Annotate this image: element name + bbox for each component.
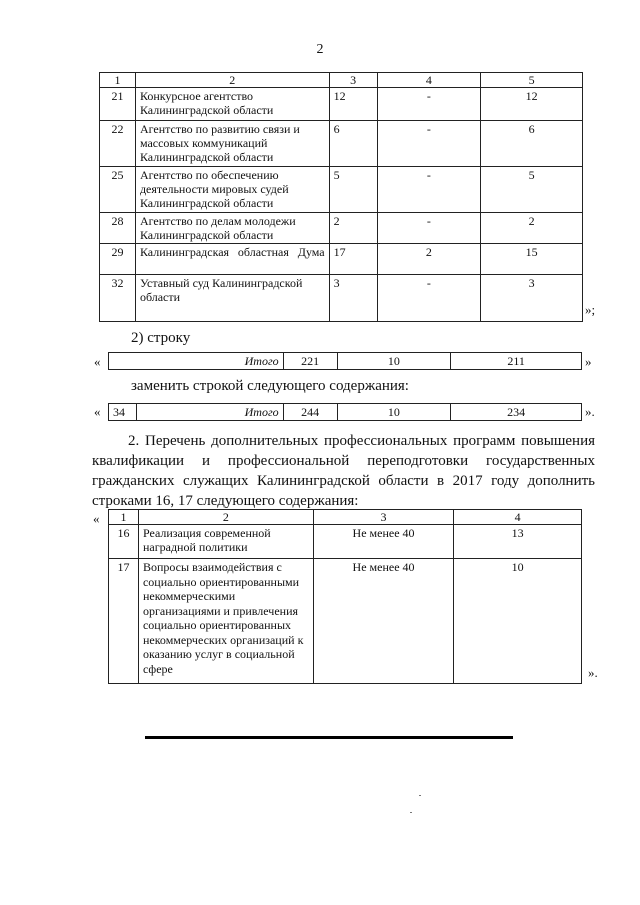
program-name: Вопросы взаимодействия с социально ориентированными некоммерческими организациями и привлечения социально ориентированных некоммерческих организаций к оказанию услуг в социальной сфере: [138, 559, 313, 684]
column-header: 5: [481, 73, 583, 88]
new-total-row-table: [108, 403, 582, 421]
table-row: [100, 167, 583, 213]
column-header: 1: [109, 510, 139, 525]
table-row: [100, 275, 583, 322]
column-header: 2: [135, 73, 329, 88]
count-col5: 5: [481, 167, 583, 213]
row-number: 32: [100, 275, 136, 322]
agency-name: Конкурсное агентство Калининградской области: [135, 88, 329, 121]
column-header: 3: [329, 73, 377, 88]
count-col4: -: [377, 121, 481, 167]
column-header: 2: [138, 510, 313, 525]
agency-name: Агентство по делам молодежи Калининградской области: [135, 213, 329, 244]
closing-quote: ».: [588, 665, 598, 680]
row-number: 29: [100, 244, 136, 275]
total-label: Итого: [136, 404, 283, 421]
closing-quote: »;: [585, 302, 596, 317]
agency-name: Калининградская областная Дума: [135, 244, 329, 275]
total-count: 5: [329, 167, 377, 213]
old-total-row-table: [108, 352, 582, 370]
total-value: 221: [283, 353, 337, 370]
total-count: 6: [329, 121, 377, 167]
program-name: Реализация современной наградной политики: [138, 525, 313, 559]
agency-positions-table: [99, 72, 583, 322]
opening-quote: «: [94, 404, 101, 419]
page-number: 2: [316, 42, 324, 57]
item-2-text: 2) строку: [131, 330, 191, 346]
agency-name: Уставный суд Калининградской области: [135, 275, 329, 322]
total-count: 17: [329, 244, 377, 275]
table-row: [100, 213, 583, 244]
agency-name: Агентство по обеспечению деятельности мировых судей Калининградской области: [135, 167, 329, 213]
count-col4: -: [377, 167, 481, 213]
table-header-row: [109, 510, 582, 525]
closing-divider-line: [145, 736, 513, 739]
table-row: [100, 244, 583, 275]
total-count: 3: [329, 275, 377, 322]
row-number: 22: [100, 121, 136, 167]
table-row: [109, 404, 582, 421]
table-row: [109, 559, 582, 684]
total-value: 211: [451, 353, 582, 370]
program-participants: Не менее 40: [313, 525, 454, 559]
row-number: 21: [100, 88, 136, 121]
column-header: 4: [454, 510, 582, 525]
closing-quote: »: [585, 354, 592, 369]
count-col4: -: [377, 213, 481, 244]
count-col5: 15: [481, 244, 583, 275]
scan-speck: [410, 812, 412, 813]
total-count: 12: [329, 88, 377, 121]
programs-table: [108, 509, 582, 684]
table-header-row: [100, 73, 583, 88]
table-row: [109, 353, 582, 370]
paragraph-2: 2. Перечень дополнительных профессиональных программ повышения квалификации и профессиональной переподготовки государственных гражданских служащих Калининградской области в 2017 году дополнить строками 16, 17 следующего содержания:: [92, 433, 595, 509]
opening-quote: «: [93, 511, 100, 526]
row-number: 28: [100, 213, 136, 244]
total-value: 10: [337, 404, 451, 421]
replace-instruction: заменить строкой следующего содержания:: [131, 378, 409, 394]
program-value: 13: [454, 525, 582, 559]
total-value: 234: [451, 404, 582, 421]
row-number: 34: [109, 404, 137, 421]
row-number: 16: [109, 525, 139, 559]
count-col5: 2: [481, 213, 583, 244]
opening-quote: «: [94, 354, 101, 369]
count-col5: 6: [481, 121, 583, 167]
closing-quote: ».: [585, 404, 595, 419]
total-value: 244: [283, 404, 337, 421]
column-header: 4: [377, 73, 481, 88]
row-number: 17: [109, 559, 139, 684]
program-value: 10: [454, 559, 582, 684]
agency-name: Агентство по развитию связи и массовых коммуникаций Калининградской области: [135, 121, 329, 167]
table-row: [100, 88, 583, 121]
column-header: 3: [313, 510, 454, 525]
count-col5: 12: [481, 88, 583, 121]
total-label: Итого: [109, 353, 284, 370]
total-count: 2: [329, 213, 377, 244]
column-header: 1: [100, 73, 136, 88]
program-participants: Не менее 40: [313, 559, 454, 684]
count-col4: 2: [377, 244, 481, 275]
count-col4: -: [377, 88, 481, 121]
count-col5: 3: [481, 275, 583, 322]
row-number: 25: [100, 167, 136, 213]
table-row: [100, 121, 583, 167]
table-row: [109, 525, 582, 559]
total-value: 10: [337, 353, 451, 370]
count-col4: -: [377, 275, 481, 322]
scan-speck: [419, 795, 421, 796]
